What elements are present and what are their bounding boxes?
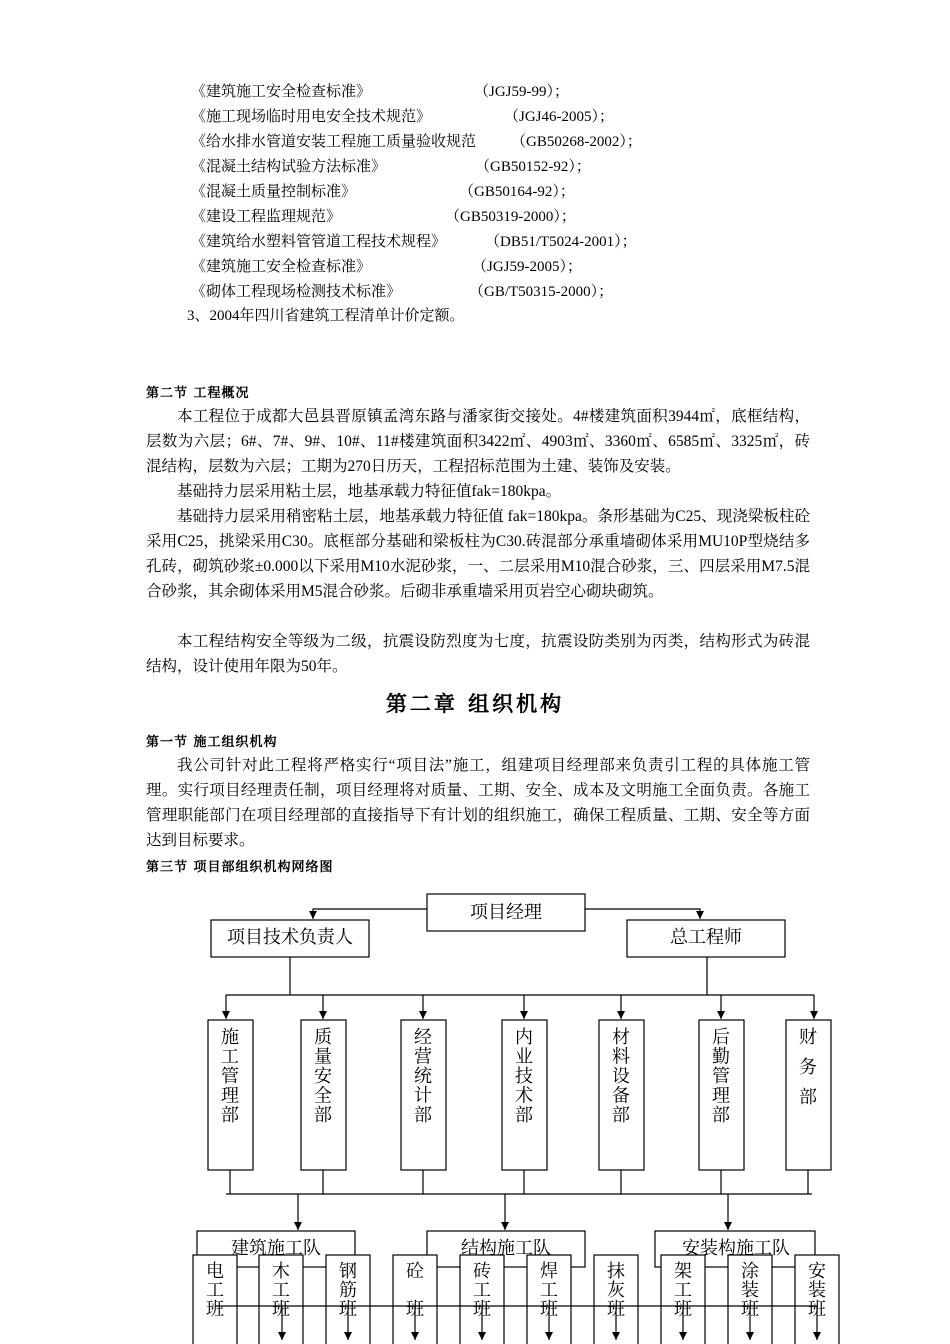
department-label: 材料设备部 xyxy=(612,1027,630,1125)
crew-label: 架工班 xyxy=(674,1261,692,1319)
crew-label: 焊工班 xyxy=(540,1261,558,1319)
department-label: 内业技术部 xyxy=(515,1027,533,1125)
department-label: 财务部 xyxy=(799,1027,817,1107)
crew-label: 砼班 xyxy=(406,1261,424,1319)
chapter-title: 第二章 组织机构 xyxy=(385,692,565,716)
department-label: 施工管理部 xyxy=(221,1027,239,1125)
overview-paragraph: 本工程结构安全等级为二级，抗震设防烈度为七度，抗震设防类别为丙类，结构形式为砖混结构，设计使用年限为50年。 xyxy=(146,633,810,675)
chief-engineer-label: 总工程师 xyxy=(670,927,742,947)
crew-label: 钢筋班 xyxy=(339,1261,357,1319)
org-paragraph: 我公司针对此工程将严格实行“项目法”施工，组建项目经理部来负责引工程的具体施工管理。实行项目经理责任制，项目经理将对质量、工期、安全、成本及文明施工全面负责。各施工管理职能部门在项目经理部的直接指导下有计划的组织施工，确保工程质量、工期、安全等方面达到目标要求。 xyxy=(146,757,810,849)
section-title: 第三节 项目部组织机构网络图 xyxy=(146,860,334,875)
crew-label: 涂装班 xyxy=(741,1261,759,1319)
department-label: 经营统计部 xyxy=(414,1027,432,1125)
crew-label: 电工班 xyxy=(206,1261,224,1319)
team-label: 安装构施工队 xyxy=(682,1238,790,1258)
crew-label: 砖工班 xyxy=(473,1261,491,1319)
crew-label: 木工班 xyxy=(272,1261,290,1319)
crew-label: 抹灰班 xyxy=(607,1261,625,1319)
crew-label: 安装班 xyxy=(808,1261,826,1319)
pricing-quota-item: 3、2004年四川省建筑工程清单计价定额。 xyxy=(187,308,465,324)
overview-paragraph: 基础持力层采用粘土层，地基承载力特征值fak=180kpa。 xyxy=(177,483,562,500)
section-title: 第二节 工程概况 xyxy=(146,386,250,401)
department-label: 后勤管理部 xyxy=(712,1027,730,1125)
overview-paragraph: 基础持力层采用稍密粘土层，地基承载力特征值 fak=180kpa。条形基础为C25、现浇梁板柱砼采用C25，挑梁采用C30。底框部分基础和梁板柱为C30.砖混部分承重墙砌体采用MU10P型烧结多孔砖，砌筑砂浆±0.000以下采用M10水泥砂浆，一、二层采用M10混合砂浆，三、四层采用M7.5混合砂浆，其余砌体采用M5混合砂浆。后砌非承重墙采用页岩空心砌块砌筑。 xyxy=(146,508,810,600)
team-label: 建筑施工队 xyxy=(231,1238,321,1258)
project-manager-label: 项目经理 xyxy=(470,902,542,922)
tech-lead-label: 项目技术负责人 xyxy=(227,927,353,947)
department-label: 质量安全部 xyxy=(314,1027,332,1125)
team-label: 结构施工队 xyxy=(461,1238,551,1258)
overview-paragraph: 本工程位于成都大邑县晋原镇孟湾东路与潘家街交接处。4#楼建筑面积3944㎡，底框结构，层数为六层；6#、7#、9#、10#、11#楼建筑面积3422㎡、4903㎡、3360㎡、6585㎡、3325㎡，砖混结构，层数为六层；工期为270日历天，工程招标范围为土建、装饰及安装。 xyxy=(146,408,810,475)
section-title: 第一节 施工组织机构 xyxy=(146,735,278,750)
